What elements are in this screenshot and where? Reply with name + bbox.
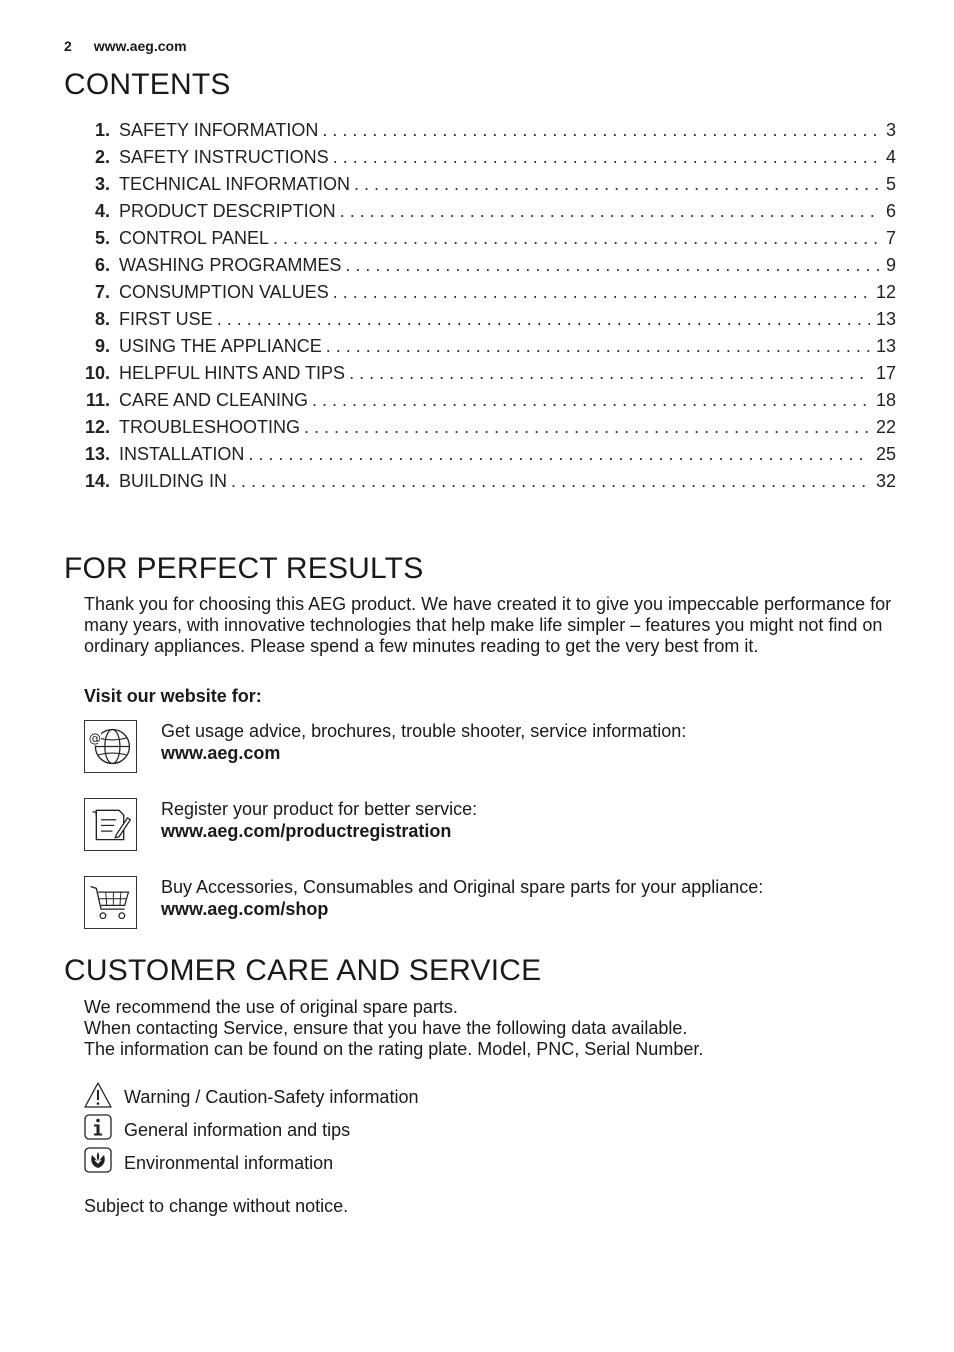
page-number: 2 — [64, 38, 72, 54]
link-description: Get usage advice, brochures, trouble shooter, service information: — [161, 721, 687, 741]
toc-leader — [345, 255, 880, 276]
footer-note: Subject to change without notice. — [84, 1196, 349, 1216]
symbol-description: Environmental information — [124, 1153, 334, 1173]
toc-page: 32 — [875, 471, 896, 491]
toc-page: 3 — [885, 120, 896, 140]
visit-website-label: Visit our website for: — [84, 686, 262, 706]
toc-leader — [349, 363, 870, 384]
toc-title: TROUBLESHOOTING — [119, 417, 301, 437]
toc-number: 7. — [94, 282, 110, 302]
svg-text:@: @ — [88, 731, 102, 746]
toc-page: 22 — [875, 417, 896, 437]
toc-title: FIRST USE — [119, 309, 213, 329]
toc-page: 17 — [875, 363, 896, 383]
toc-title: CONSUMPTION VALUES — [119, 282, 329, 302]
toc-title: HELPFUL HINTS AND TIPS — [119, 363, 346, 383]
symbol-description: Warning / Caution-Safety information — [124, 1087, 419, 1107]
toc-item[interactable] — [64, 390, 896, 417]
toc-page: 6 — [885, 201, 896, 221]
toc-item[interactable] — [64, 336, 896, 363]
symbol-description: General information and tips — [124, 1120, 351, 1140]
toc-item[interactable] — [64, 174, 896, 201]
shopping-cart-icon — [84, 876, 137, 929]
toc-item[interactable] — [64, 309, 896, 336]
header-website-link[interactable]: www.aeg.com — [93, 38, 187, 54]
website-link[interactable]: www.aeg.com — [161, 743, 281, 763]
toc-item[interactable] — [64, 444, 896, 471]
toc-number: 1. — [94, 120, 110, 140]
globe-at-icon — [84, 720, 137, 773]
link-description: Register your product for better service: — [161, 799, 478, 819]
environment-icon — [84, 1147, 112, 1175]
perfect-results-intro: Thank you for choosing this AEG product. We have created it to give you impeccable performance for many years, with innovative technologies that help make life simpler – features you might not find on ordinary appliances. Please spend a few minutes reading to get the very best from it. — [84, 594, 892, 656]
toc-page: 7 — [885, 228, 896, 248]
toc-leader — [312, 390, 870, 411]
link-row-usage-advice — [84, 720, 896, 776]
info-icon — [84, 1114, 112, 1142]
toc-item[interactable] — [64, 417, 896, 444]
toc-number: 12. — [84, 417, 110, 437]
toc-leader — [273, 228, 880, 249]
perfect-results-heading: FOR PERFECT RESULTS — [64, 552, 424, 585]
toc-item[interactable] — [64, 255, 896, 282]
toc-leader — [248, 444, 870, 465]
page-header — [64, 38, 187, 54]
toc-leader — [326, 336, 870, 357]
toc-title: PRODUCT DESCRIPTION — [119, 201, 336, 221]
toc-item[interactable] — [64, 471, 896, 498]
toc-page: 12 — [875, 282, 896, 302]
toc-number: 4. — [94, 201, 110, 221]
customer-care-text — [84, 997, 896, 1060]
toc-leader — [354, 174, 880, 195]
toc-number: 11. — [85, 390, 110, 410]
toc-item[interactable] — [64, 282, 896, 309]
toc-leader — [340, 201, 880, 222]
toc-number: 3. — [94, 174, 110, 194]
toc-title: SAFETY INSTRUCTIONS — [119, 147, 329, 167]
toc-title: TECHNICAL INFORMATION — [119, 174, 351, 194]
toc-page: 4 — [885, 147, 896, 167]
toc-title: USING THE APPLIANCE — [119, 336, 322, 356]
toc-item[interactable] — [64, 120, 896, 147]
customer-care-line: We recommend the use of original spare parts. — [84, 997, 458, 1017]
toc-number: 2. — [94, 147, 110, 167]
link-row-shop — [84, 876, 896, 932]
toc-leader — [322, 120, 880, 141]
toc-leader — [217, 309, 870, 330]
toc-title: SAFETY INFORMATION — [119, 120, 319, 140]
table-of-contents — [64, 120, 896, 498]
toc-leader — [231, 471, 870, 492]
toc-number: 14. — [84, 471, 110, 491]
toc-item[interactable] — [64, 147, 896, 174]
toc-page: 9 — [885, 255, 896, 275]
toc-page: 25 — [875, 444, 896, 464]
toc-number: 9. — [94, 336, 110, 356]
toc-title: INSTALLATION — [119, 444, 245, 464]
customer-care-line: The information can be found on the rating plate. Model, PNC, Serial Number. — [84, 1039, 704, 1059]
toc-leader — [304, 417, 870, 438]
toc-page: 13 — [875, 336, 896, 356]
toc-item[interactable] — [64, 363, 896, 390]
toc-number: 10. — [84, 363, 110, 383]
toc-number: 5. — [94, 228, 110, 248]
toc-title: CARE AND CLEANING — [119, 390, 309, 410]
toc-number: 13. — [84, 444, 110, 464]
toc-item[interactable] — [64, 228, 896, 255]
toc-item[interactable] — [64, 201, 896, 228]
customer-care-heading: CUSTOMER CARE AND SERVICE — [64, 954, 542, 987]
registration-form-icon — [84, 798, 137, 851]
toc-page: 5 — [885, 174, 896, 194]
product-registration-link[interactable]: www.aeg.com/productregistration — [161, 821, 452, 841]
link-description: Buy Accessories, Consumables and Original spare parts for your appliance: — [161, 877, 764, 897]
toc-page: 13 — [875, 309, 896, 329]
customer-care-line: When contacting Service, ensure that you have the following data available. — [84, 1018, 688, 1038]
toc-title: WASHING PROGRAMMES — [119, 255, 342, 275]
warning-triangle-icon — [84, 1081, 112, 1109]
toc-number: 8. — [94, 309, 110, 329]
toc-leader — [333, 147, 880, 168]
toc-title: CONTROL PANEL — [119, 228, 270, 248]
toc-title: BUILDING IN — [119, 471, 228, 491]
toc-page: 18 — [875, 390, 896, 410]
link-row-registration — [84, 798, 896, 854]
shop-link[interactable]: www.aeg.com/shop — [161, 899, 329, 919]
contents-heading: CONTENTS — [64, 68, 231, 101]
toc-leader — [333, 282, 870, 303]
toc-number: 6. — [94, 255, 110, 275]
